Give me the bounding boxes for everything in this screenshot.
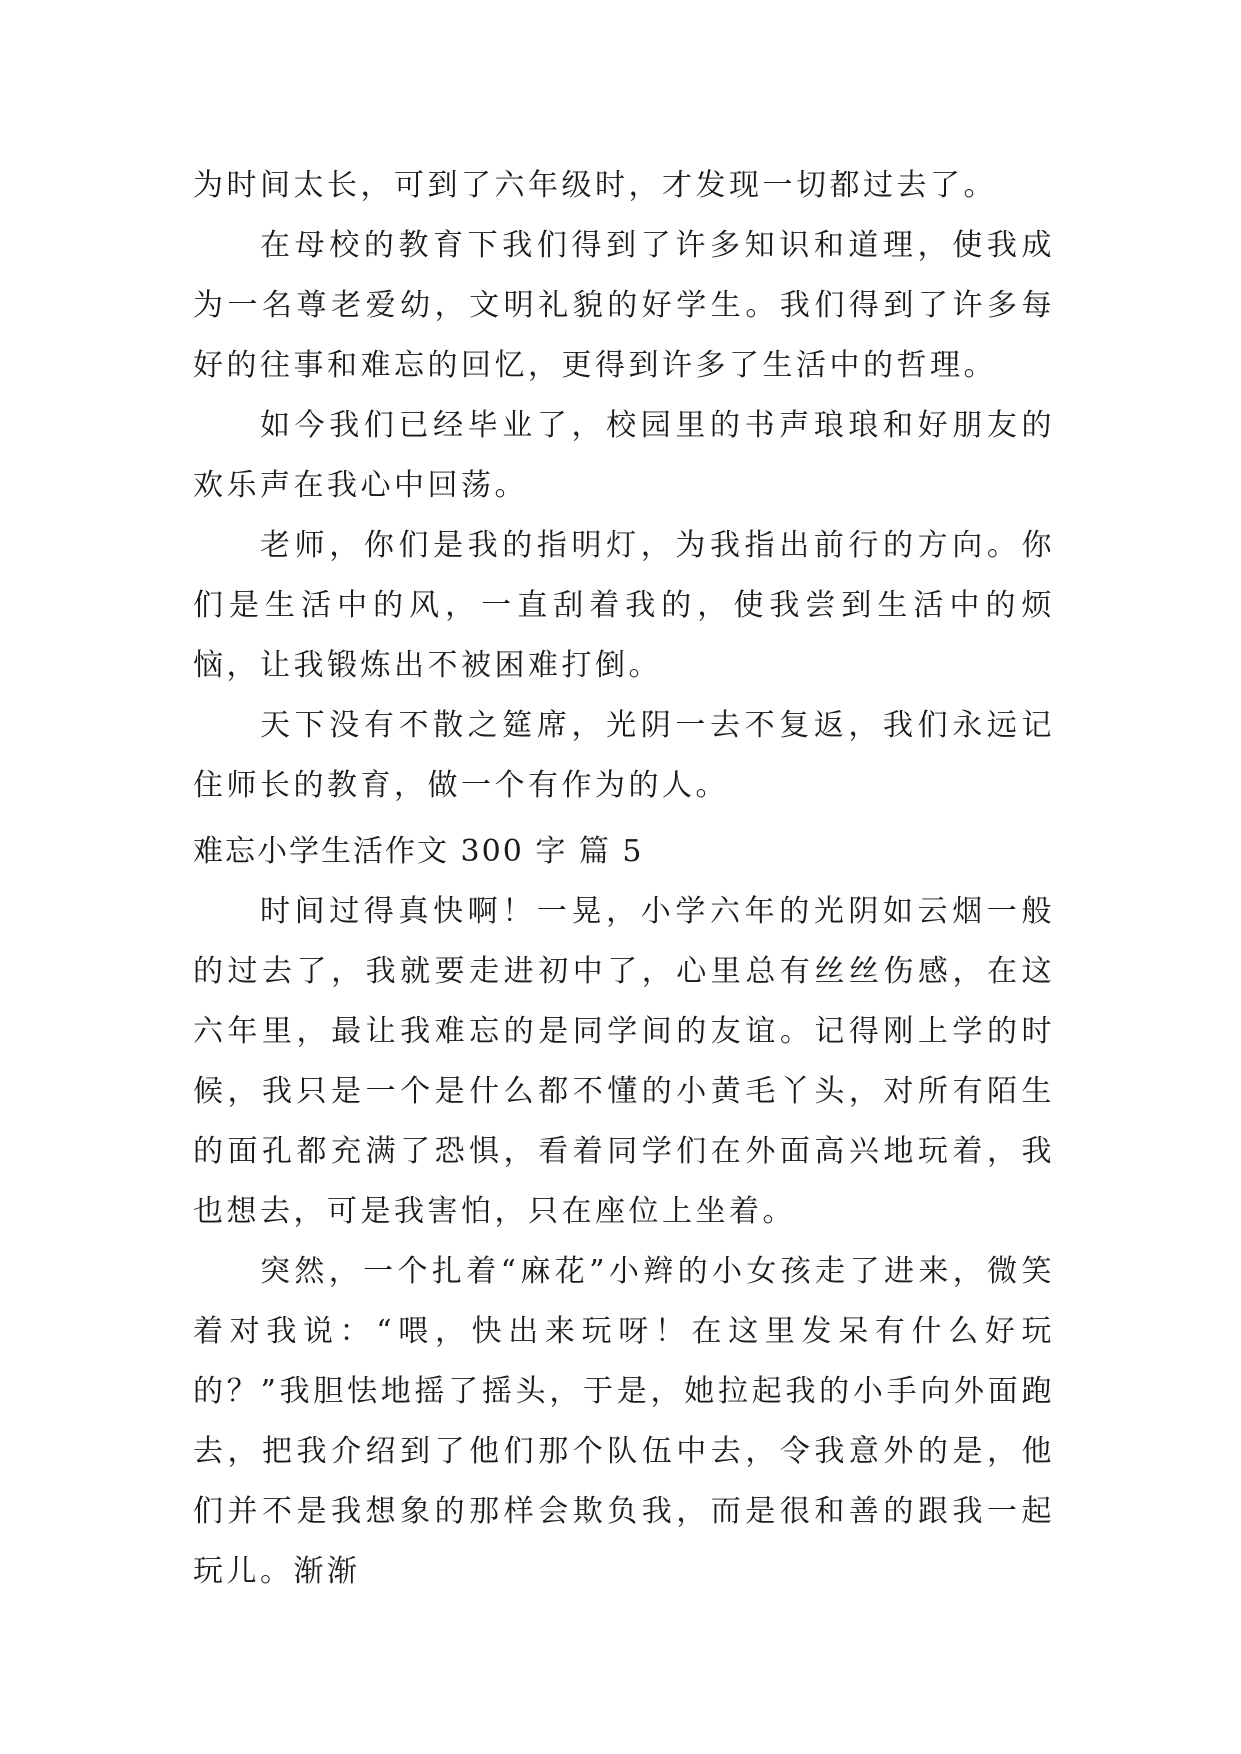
paragraph-continuation: 为时间太长，可到了六年级时，才发现一切都过去了。 xyxy=(193,168,997,203)
essay-section-previous xyxy=(193,156,1055,816)
paragraph: 老师，你们是我的指明灯，为我指出前行的方向。你们是生活中的风，一直刮着我的，使我尝到生活中的烦恼，让我锻炼出不被困难打倒。 xyxy=(193,528,1055,683)
essay-heading: 难忘小学生活作文 300 字 篇 5 xyxy=(193,834,644,869)
paragraph: 在母校的教育下我们得到了许多知识和道理，使我成为一名尊老爱幼，文明礼貌的好学生。我们得到了许多每好的往事和难忘的回忆，更得到许多了生活中的哲理。 xyxy=(193,228,1055,383)
paragraph: 如今我们已经毕业了，校园里的书声琅琅和好朋友的欢乐声在我心中回荡。 xyxy=(193,408,1055,503)
paragraph: 突然，一个扎着“麻花”小辫的小女孩走了进来，微笑着对我说：“喂，快出来玩呀！在这里发呆有什么好玩的？”我胆怯地摇了摇头，于是，她拉起我的小手向外面跑去，把我介绍到了他们那个队伍中去，令我意外的是，他们并不是我想象的那样会欺负我，而是很和善的跟我一起玩儿。渐渐 xyxy=(193,1254,1055,1589)
paragraph: 天下没有不散之筵席，光阴一去不复返，我们永远记住师长的教育，做一个有作为的人。 xyxy=(193,708,1055,803)
paragraph: 时间过得真快啊！一晃，小学六年的光阴如云烟一般的过去了，我就要走进初中了，心里总有丝丝伤感，在这六年里，最让我难忘的是同学间的友谊。记得刚上学的时候，我只是一个是什么都不懂的小黄毛丫头，对所有陌生的面孔都充满了恐惧，看着同学们在外面高兴地玩着，我也想去，可是我害怕，只在座位上坐着。 xyxy=(193,894,1055,1229)
essay-section-5 xyxy=(193,822,1055,1602)
